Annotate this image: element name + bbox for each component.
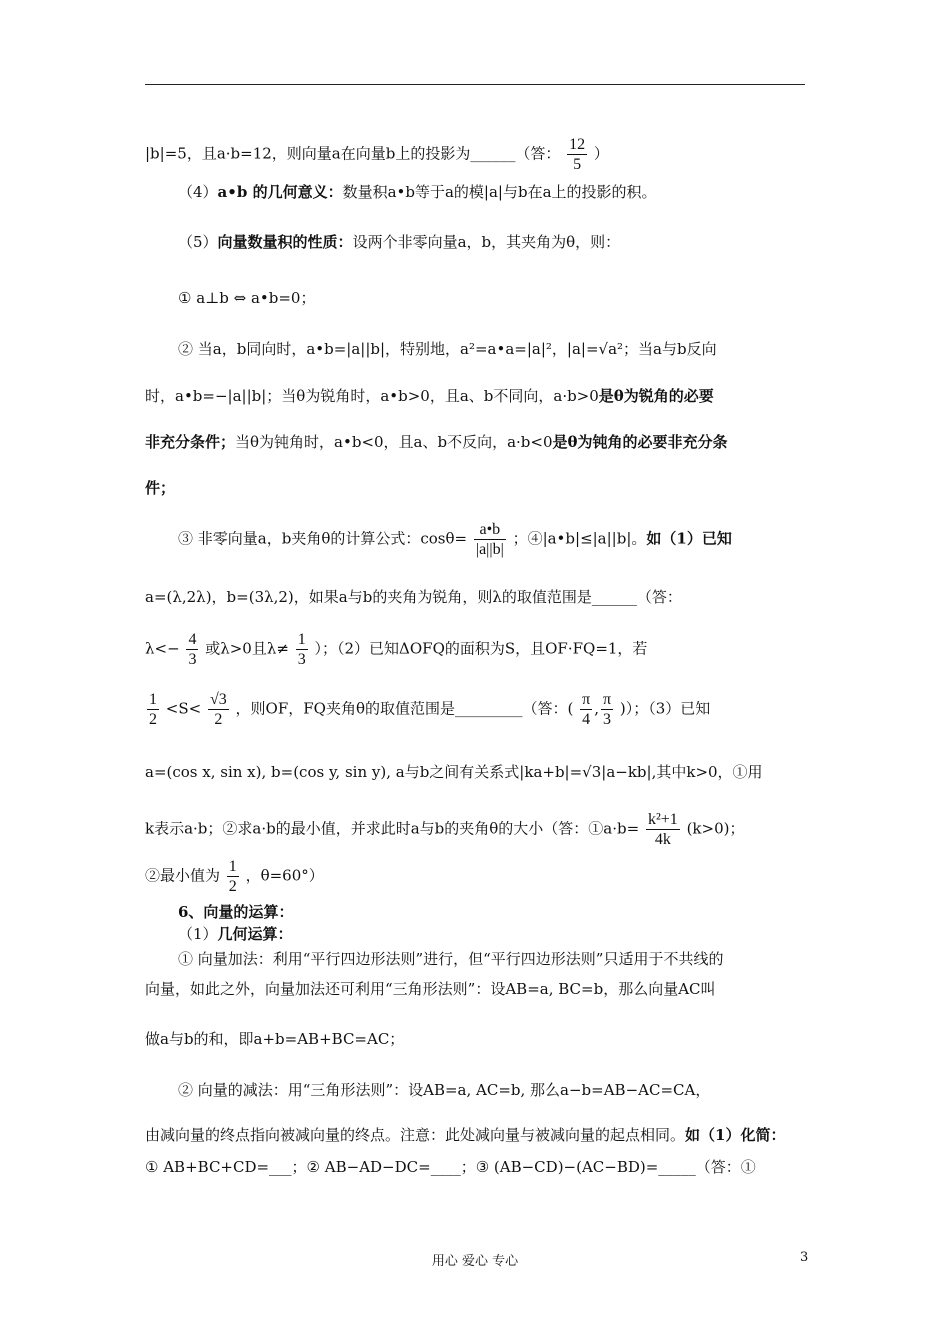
text-line-14	[145, 810, 810, 849]
fraction	[580, 690, 592, 729]
text: λ<−	[145, 639, 180, 658]
bold-text: 如（1）已知	[646, 529, 732, 548]
text: ）；（2）已知ΔOFQ的面积为S，且OF·FQ=1，若	[314, 639, 648, 658]
numerator: 4	[188, 631, 197, 648]
text-line-13	[145, 760, 810, 784]
text-line-2	[178, 180, 843, 204]
text: a=(λ,2λ)，b=(3λ,2)，如果a与b的夹角为锐角，则λ的取值范围是______（答：	[145, 588, 682, 606]
text: 做a与b的和，即a+b=AB+BC=AC；	[145, 1030, 405, 1048]
text-line-15	[145, 857, 810, 896]
text: ，则OF，FQ夹角θ的取值范围是_________（答：(	[235, 699, 574, 718]
text: （1）	[178, 925, 218, 943]
bold-heading: 几何运算：	[217, 925, 293, 943]
text: ① a⊥b ⇔ a•b=0；	[178, 289, 316, 307]
bold-heading: 向量数量积的性质：	[217, 233, 353, 251]
text: ；④|a•b|≤|a||b|。	[512, 529, 647, 548]
denominator: 2	[228, 878, 237, 895]
fraction	[296, 630, 308, 669]
denominator: |a||b|	[475, 541, 504, 558]
text-line-18	[178, 947, 843, 971]
text: 当θ为钝角时，a•b<0，且a、b不反向，a·b<0	[235, 433, 553, 451]
text: a=(cos x, sin x), b=(cos y, sin y), a与b之间有关系式|ka+b|=√3|a−kb|,其中k>0，①用	[145, 763, 763, 781]
denominator: 3	[297, 651, 306, 668]
fraction	[567, 135, 587, 174]
text: <S<	[165, 699, 202, 718]
numerator: 12	[569, 136, 586, 153]
text: )）；（3）已知	[619, 699, 711, 718]
text: ② 当a，b同向时，a•b=|a||b|，特别地，a²=a•a=|a|²，|a|=√a²；当a与b反向	[178, 340, 717, 358]
text: ② 向量的减法：用“三角形法则”：设AB=a, AC=b, 那么a−b=AB−AC=CA，	[178, 1081, 711, 1099]
fraction	[601, 690, 613, 729]
text: 向量，如此之外，向量加法还可利用“三角形法则”：设AB=a, BC=b，那么向量AC叫	[145, 980, 716, 998]
text: 数量积a•b等于a的模|a|与b在a上的投影的积。	[342, 183, 657, 201]
text-line-9	[178, 520, 843, 559]
text-line-3	[178, 230, 843, 254]
numerator: k²+1	[647, 811, 678, 828]
text: 时，a•b=−|a||b|；当θ为锐角时，a•b>0，且a、b不同向，a·b>0	[145, 387, 599, 405]
bold-heading: a•b 的几何意义：	[217, 183, 343, 201]
text-line-4	[178, 286, 843, 310]
fraction	[646, 810, 680, 849]
text: 设两个非零向量a，b，其夹角为θ，则：	[352, 233, 621, 251]
text: 由减向量的终点指向被减向量的终点。注意：此处减向量与被减向量的起点相同。	[145, 1126, 686, 1144]
text: |b|=5，且a·b=12，则向量a在向量b上的投影为______（答：	[145, 144, 561, 163]
text-line-21	[178, 1078, 843, 1102]
numerator: 1	[297, 631, 306, 648]
text: ① AB+BC+CD=___；② AB−AD−DC=____；③ (AB−CD)−(AC−BD)=_____（答：①	[145, 1158, 756, 1176]
page-footer: 用心 爱心 专心	[431, 1254, 519, 1269]
denominator: 3	[603, 711, 612, 728]
text: ，θ=60°）	[245, 866, 324, 885]
text-line-7	[145, 430, 810, 454]
denominator: 3	[188, 651, 197, 668]
denominator: 4k	[654, 831, 671, 848]
text-line-11	[145, 630, 810, 669]
numerator: a•b	[474, 520, 506, 540]
fraction	[227, 857, 239, 896]
fraction	[186, 630, 198, 669]
denominator: 5	[573, 156, 582, 173]
text: (k>0)；	[686, 819, 745, 838]
numerator: 1	[228, 858, 237, 875]
text: ②最小值为	[145, 866, 221, 885]
text-line-12: $\frac{1}{2}$ <S< $\frac{√3}{2}$ ，则OF，FQ夹角θ的取值范围是_________（答：( $\frac{\pi}{4}$ , $\frac{\pi}{3}$ )）；（3）已知	[149, 691, 711, 728]
bold-text: 是θ为钝角的必要非充分条	[552, 433, 728, 451]
numerator: 1	[149, 691, 157, 708]
numerator: π	[582, 691, 591, 708]
text: （5）	[178, 233, 218, 251]
text-line-19	[145, 977, 810, 1001]
text-line-5	[178, 337, 843, 361]
text-line-6	[145, 384, 810, 408]
numerator: √3	[209, 691, 227, 708]
bold-text: 非充分条件；	[145, 433, 236, 451]
text-line-17	[178, 922, 843, 946]
denominator: 2	[214, 711, 223, 728]
page-number: 3	[800, 1250, 809, 1265]
text-line-10	[145, 585, 810, 609]
fraction	[147, 690, 159, 729]
fraction	[208, 690, 229, 729]
text: （4）	[178, 183, 218, 201]
text-line-8	[145, 476, 810, 500]
heading-text: 6、向量的运算：	[178, 903, 294, 921]
numerator: π	[602, 691, 612, 708]
text-line-1	[145, 135, 810, 174]
bold-text: 件；	[145, 479, 176, 497]
text-line-22	[145, 1123, 810, 1147]
denominator: 4	[582, 711, 591, 728]
text: 或λ>0且λ≠	[205, 639, 289, 658]
fraction	[474, 520, 506, 559]
text: k表示a·b；②求a·b的最小值，并求此时a与b的夹角θ的大小（答：①a·b=	[145, 819, 640, 838]
text: ③ 非零向量a，b夹角θ的计算公式：cosθ=	[178, 529, 468, 548]
denominator: 2	[149, 711, 157, 728]
text-line-23	[145, 1155, 810, 1179]
bold-text: 如（1）化简：	[685, 1126, 786, 1144]
section-heading	[178, 900, 843, 924]
text: ）	[593, 144, 609, 163]
text: ① 向量加法：利用“平行四边形法则”进行，但“平行四边形法则”只适用于不共线的	[178, 950, 724, 968]
header-rule	[145, 84, 805, 85]
text-line-20	[145, 1027, 810, 1051]
bold-text: 是θ为锐角的必要	[598, 387, 714, 405]
